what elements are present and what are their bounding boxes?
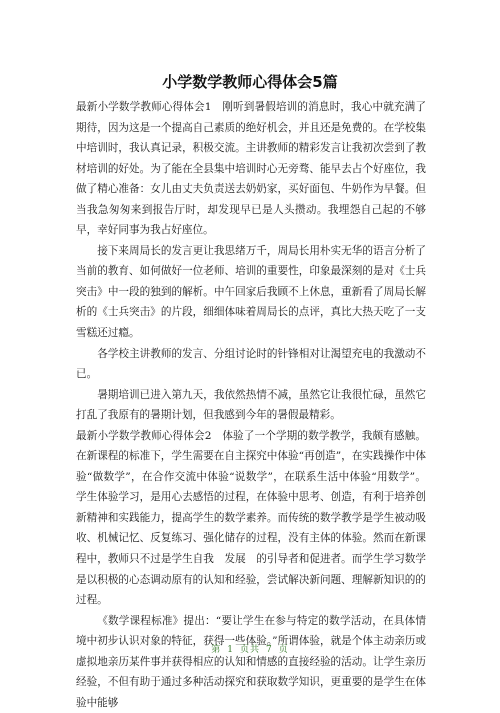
footer-current-page: 1 — [227, 645, 234, 655]
footer-total-pages: 7 — [266, 645, 273, 655]
paragraph-5: 最新小学数学教师心得体会2 体验了一个学期的数学教学，我颇有感触。在新课程的标准下，学生需要在自主探究中体验“再创造”，在实践操作中体验“做数学”，在合作交流中体验“说数学”，在联系生活中体验“用数学”。学生体验学习，是用心去感悟的过程，在体验中思考、创造，有利于培养创新精神和实践能力，提高学生的数学素养。而传统的数学教学是学生被动吸收、机械记忆、反复练习、强化储存的过程，没有主体的体验。然而在新课程中，教师只不过是学生自我 发展 的引导者和促进者。而学生学习数学是以积极的心态调动原有的认知和经验，尝试解决新问题、理解新知识的的过程。 — [76, 429, 426, 607]
paragraph-4: 暑期培训已进入第九天，我依然热情不减，虽然它让我很忙碌，虽然它打乱了我原有的暑期计划，但我感到今年的暑假最精彩。 — [76, 388, 426, 422]
footer-word-page: 第 — [211, 645, 222, 655]
paragraph-6: 《数学课程标准》提出：“要让学生在参与特定的数学活动，在具体情境中初步认识对象的特征，获得一些体验。”所谓体验，就是个体主动亲历或虚拟地亲历某件事并获得相应的认知和情感的直接经验的活动。让学生亲历经验，不但有助于通过多种活动探究和获取数学知识，更重要的是学生在体验中能够 — [76, 614, 426, 709]
document-title: 小学数学教师心得体会5篇 — [162, 73, 338, 91]
paragraph-2: 接下来周局长的发言更让我思绪万千，周局长用朴实无华的语言分析了当前的教育、如何做好一位老师、培训的重要性，印象最深刻的是对《士兵突击》中一段的独到的解析。中午回家后我顾不上休息，重新看了周局长解析的《士兵突击》的片段，细细体味着周局长的点评，真比大热天吃了一支雪糕还过瘾。 — [76, 244, 426, 340]
paragraph-3: 各学校主讲教师的发言、分组讨论时的针锋相对让渴望充电的我激动不已。 — [76, 347, 426, 381]
document-body — [76, 97, 426, 713]
page-footer — [0, 644, 500, 656]
footer-word-of: 页共 — [239, 645, 260, 655]
paragraph-1: 最新小学数学教师心得体会1 刚听到暑假培训的消息时，我心中就充满了期待，因为这是一个提高自己素质的绝好机会，并且还是免费的。在学校集中培训时，我认真记录，积极交流。主讲教师的精彩发言让我初次尝到了教材培训的好处。为了能在全县集中培训时心无旁骛、能早去占个好座位，我做了精心准备：女儿由丈夫负责送去奶奶家，买好面包、牛奶作为早餐。但当我急匆匆来到报告厅时，却发现早已是人头攒动。我埋怨自己起的不够早，幸好同事为我占好座位。 — [76, 101, 426, 237]
footer-word-end: 页 — [278, 645, 289, 655]
